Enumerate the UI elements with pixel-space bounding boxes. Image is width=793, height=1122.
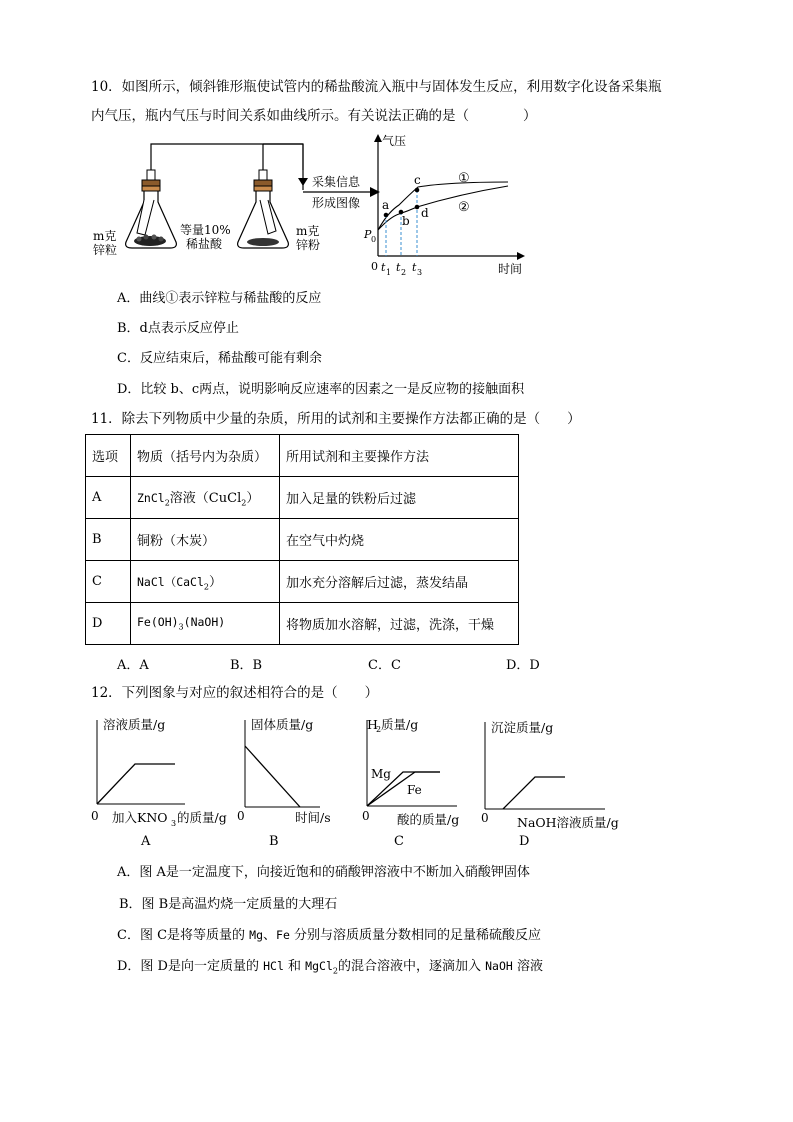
q12-graph-d bbox=[481, 720, 619, 849]
svg-text:H: H bbox=[367, 717, 378, 732]
table-header: 物质（括号内为杂质） bbox=[131, 435, 280, 477]
table-row: D $Fe(OH)_3(NaOH)$ 将物质加水溶解，过滤，洗涤，干燥 bbox=[86, 603, 519, 645]
q12-graph-b bbox=[237, 717, 331, 849]
q10-curve-2 bbox=[378, 186, 508, 230]
q12-graph-b-letter: B bbox=[269, 834, 279, 849]
table-row: A ZnCl$_2$溶液（CuCl$_2$） 加入足量的铁粉后过滤 bbox=[86, 477, 519, 519]
svg-text:加入KNO: 加入KNO bbox=[112, 810, 168, 825]
q10-stem-line1: 10．如图所示，倾斜锥形瓶使试管内的稀盐酸流入瓶中与固体发生反应，利用数字化设备采集瓶 bbox=[91, 79, 662, 95]
q10-graph bbox=[363, 133, 525, 277]
svg-text:酸的质量/g: 酸的质量/g bbox=[397, 812, 460, 827]
q10-option-d: D．比较 b、c两点，说明影响反应速率的因素之一是反应物的接触面积 bbox=[117, 382, 525, 397]
svg-text:c: c bbox=[414, 173, 421, 187]
q10-x-axis-label: 时间 bbox=[498, 262, 523, 276]
q10-right-label1: m克 bbox=[296, 224, 320, 238]
q10-right-label2: 锌粉 bbox=[296, 238, 321, 252]
q10-left-flask bbox=[126, 170, 177, 248]
q12-graph-d-line bbox=[503, 777, 565, 809]
svg-text:t: t bbox=[396, 261, 401, 274]
svg-text:0: 0 bbox=[237, 809, 245, 823]
q10-arrow-head bbox=[298, 178, 308, 186]
q12-option-d: D．图 D是向一定质量的 HCl 和 MgCl$_2$的混合溶液中，逐滴加入 NaOH 溶液 bbox=[117, 959, 543, 976]
svg-text:d: d bbox=[421, 206, 429, 220]
q12-graph-a-letter: A bbox=[141, 834, 151, 849]
svg-text:时间/s: 时间/s bbox=[295, 810, 331, 825]
q11-choice-b: B．B bbox=[230, 658, 263, 673]
q10-origin: 0 bbox=[371, 260, 378, 273]
q12-option-a: A．图 A是一定温度下，向接近饱和的硝酸钾溶液中不断加入硝酸钾固体 bbox=[117, 865, 530, 880]
q11-stem: 11．除去下列物质中少量的杂质，所用的试剂和主要操作方法都正确的是（ ） bbox=[91, 411, 581, 427]
svg-text:t: t bbox=[381, 261, 386, 274]
svg-text:2: 2 bbox=[376, 725, 382, 734]
q12-graph-b-line bbox=[245, 746, 300, 807]
svg-text:2: 2 bbox=[401, 268, 407, 277]
q10-curve-2-label: ② bbox=[458, 200, 470, 215]
svg-text:沉淀质量/g: 沉淀质量/g bbox=[491, 720, 554, 735]
q12-graph-a-line bbox=[97, 764, 175, 804]
q12-stem: 12．下列图象与对应的叙述相符合的是（ ） bbox=[91, 685, 379, 701]
q10-acid-label1: 等量10% bbox=[180, 223, 231, 237]
svg-text:的质量/g: 的质量/g bbox=[177, 810, 227, 825]
table-cell-substance: NaCl（CaCl$_2$） bbox=[131, 561, 280, 603]
svg-text:质量/g: 质量/g bbox=[381, 717, 419, 732]
q10-right-flask bbox=[238, 170, 289, 248]
q12-graph-c-letter: C bbox=[394, 834, 404, 849]
q11-choice-d: D．D bbox=[506, 658, 540, 673]
svg-text:NaOH溶液质量/g: NaOH溶液质量/g bbox=[517, 815, 619, 830]
q12-graph-c bbox=[362, 717, 459, 849]
q10-acid-label2: 稀盐酸 bbox=[186, 237, 223, 251]
q12-graph-a bbox=[91, 717, 227, 849]
table-header: 所用试剂和主要操作方法 bbox=[280, 435, 519, 477]
table-cell-substance: ZnCl$_2$溶液（CuCl$_2$） bbox=[131, 477, 280, 519]
q10-option-a: A．曲线①表示锌粒与稀盐酸的反应 bbox=[117, 291, 322, 306]
svg-text:b: b bbox=[402, 214, 410, 228]
q10-point-a bbox=[384, 213, 389, 218]
q10-stem-line2: 内气压，瓶内气压与时间关系如曲线所示。有关说法正确的是（ ） bbox=[91, 108, 537, 124]
svg-text:1: 1 bbox=[386, 268, 392, 277]
q10-arrow-label2: 形成图像 bbox=[312, 196, 361, 210]
svg-text:0: 0 bbox=[362, 809, 370, 823]
svg-text:a: a bbox=[382, 198, 390, 212]
q12-option-b: B．图 B是高温灼烧一定质量的大理石 bbox=[119, 897, 338, 912]
q10-curve-1-label: ① bbox=[458, 171, 470, 186]
q10-arrow-label1: 采集信息 bbox=[312, 175, 361, 189]
svg-text:P: P bbox=[364, 228, 372, 241]
svg-text:Mg: Mg bbox=[371, 767, 391, 781]
svg-text:0: 0 bbox=[481, 811, 489, 825]
table-cell-substance: $Fe(OH)_3(NaOH)$ bbox=[131, 603, 280, 645]
q12-graph-d-letter: D bbox=[519, 834, 530, 849]
q12-option-c: C．图 C是将等质量的 Mg、Fe 分别与溶质质量分数相同的足量稀硫酸反应 bbox=[117, 928, 542, 943]
table-row: B 铜粉（木炭） 在空气中灼烧 bbox=[86, 519, 519, 561]
svg-text:0: 0 bbox=[91, 809, 99, 823]
svg-text:0: 0 bbox=[371, 235, 377, 244]
q10-point-c bbox=[415, 188, 420, 193]
table-header-row bbox=[86, 435, 519, 477]
svg-text:溶液质量/g: 溶液质量/g bbox=[103, 717, 166, 732]
q10-point-d bbox=[415, 205, 420, 210]
svg-text:3: 3 bbox=[417, 268, 423, 277]
q10-figure bbox=[88, 130, 538, 280]
table-header: 选项 bbox=[86, 435, 131, 477]
svg-text:t: t bbox=[412, 261, 417, 274]
table-row: C NaCl（CaCl$_2$） 加水充分溶解后过滤，蒸发结晶 bbox=[86, 561, 519, 603]
q10-option-c: C．反应结束后，稀盐酸可能有剩余 bbox=[117, 351, 322, 366]
q12-graphs bbox=[85, 712, 630, 852]
q10-y-axis-label: 气压 bbox=[382, 134, 407, 148]
q11-choice-a: A．A bbox=[117, 658, 149, 673]
svg-text:3: 3 bbox=[171, 819, 177, 828]
q10-left-label2: 锌粒 bbox=[93, 243, 118, 257]
q11-choice-c: C．C bbox=[368, 658, 401, 673]
q10-option-b: B．d点表示反应停止 bbox=[117, 321, 239, 336]
q10-tube-left bbox=[151, 144, 303, 170]
svg-text:Fe: Fe bbox=[407, 783, 422, 797]
svg-text:固体质量/g: 固体质量/g bbox=[251, 717, 314, 732]
q10-left-label1: m克 bbox=[93, 229, 117, 243]
q11-table bbox=[85, 434, 519, 645]
